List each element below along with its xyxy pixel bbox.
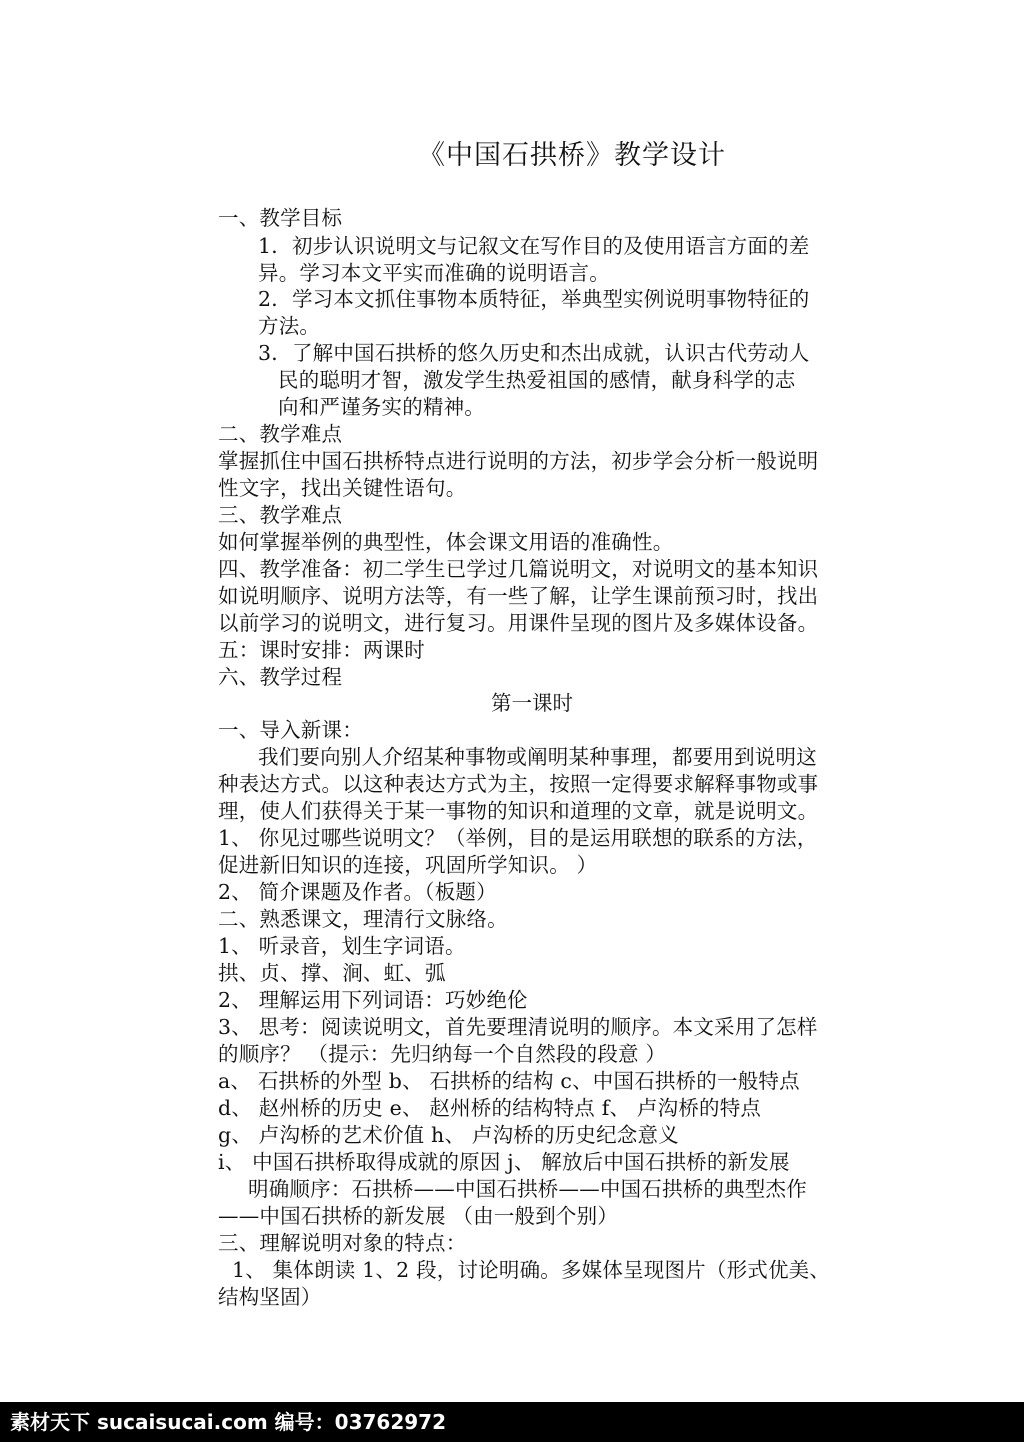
text-line: 性文字，找出关键性语句。 bbox=[218, 476, 467, 500]
section-heading: 二、熟悉课文，理清行文脉络。 bbox=[218, 907, 508, 931]
document-title: 《中国石拱桥》教学设计 bbox=[418, 140, 726, 171]
text-line: 1、 听录音，划生字词语。 bbox=[218, 934, 466, 958]
lesson-heading: 第一课时 bbox=[491, 691, 573, 715]
text-line: g、 卢沟桥的艺术价值 h、 卢沟桥的历史纪念意义 bbox=[218, 1123, 679, 1147]
text-line: 掌握抓住中国石拱桥特点进行说明的方法，初步学会分析一般说明 bbox=[218, 449, 819, 473]
text-line: 我们要向别人介绍某种事物或阐明某种事理，都要用到说明这 bbox=[258, 745, 817, 769]
text-line: ——中国石拱桥的新发展 （由一般到个别） bbox=[218, 1204, 619, 1228]
text-line: 结构坚固） bbox=[218, 1285, 322, 1309]
section-heading: 一、导入新课： bbox=[218, 718, 363, 742]
text-line: 1、 集体朗读 1、2 段，讨论明确。多媒体呈现图片（形式优美、 bbox=[232, 1258, 831, 1282]
text-line: 异。学习本文平实而准确的说明语言。 bbox=[258, 261, 610, 285]
text-line: a、 石拱桥的外型 b、 石拱桥的结构 c、中国石拱桥的一般特点 bbox=[218, 1069, 800, 1093]
text-line: 理，使人们获得关于某一事物的知识和道理的文章，就是说明文。 bbox=[218, 799, 819, 823]
text-line: 如何掌握举例的典型性，体会课文用语的准确性。 bbox=[218, 530, 674, 554]
text-line: 2．学习本文抓住事物本质特征，举典型实例说明事物特征的 bbox=[258, 287, 810, 311]
section-heading: 二、教学难点 bbox=[218, 422, 343, 446]
text-line: 3．了解中国石拱桥的悠久历史和杰出成就，认识古代劳动人 bbox=[258, 341, 810, 365]
watermark-banner: 素材天下 sucaisucai.com 编号：03762972 bbox=[0, 1402, 1024, 1442]
section-heading: 六、教学过程 bbox=[218, 665, 343, 689]
text-line: 以前学习的说明文，进行复习。用课件呈现的图片及多媒体设备。 bbox=[218, 611, 819, 635]
section-heading: 三、理解说明对象的特点： bbox=[218, 1231, 467, 1255]
section-heading: 三、教学难点 bbox=[218, 503, 343, 527]
text-line: 四、教学准备：初二学生已学过几篇说明文，对说明文的基本知识 bbox=[218, 557, 819, 581]
text-line: 方法。 bbox=[258, 314, 321, 338]
text-line: 民的聪明才智，激发学生热爱祖国的感情，献身科学的志 bbox=[278, 368, 796, 392]
text-line: 明确顺序：石拱桥——中国石拱桥——中国石拱桥的典型杰作 bbox=[248, 1177, 807, 1201]
section-heading: 一、教学目标 bbox=[218, 206, 343, 230]
text-line: i、 中国石拱桥取得成就的原因 j、 解放后中国石拱桥的新发展 bbox=[218, 1150, 790, 1174]
text-line: 五：课时安排：两课时 bbox=[218, 638, 425, 662]
text-line: 拱、贞、撑、涧、虹、弧 bbox=[218, 961, 446, 985]
text-line: 促进新旧知识的连接，巩固所学知识。 ） bbox=[218, 853, 598, 877]
text-line: 2、 理解运用下列词语：巧妙绝伦 bbox=[218, 988, 528, 1012]
text-line: 3、 思考：阅读说明文，首先要理清说明的顺序。本文采用了怎样 bbox=[218, 1015, 818, 1039]
text-line: 1、 你见过哪些说明文？（举例，目的是运用联想的联系的方法， bbox=[218, 826, 818, 850]
text-line: 种表达方式。以这种表达方式为主，按照一定得要求解释事物或事 bbox=[218, 772, 819, 796]
text-line: 的顺序？ （提示：先归纳每一个自然段的段意 ） bbox=[218, 1042, 667, 1066]
text-line: 2、 简介课题及作者。（板题） bbox=[218, 880, 497, 904]
text-line: 如说明顺序、说明方法等，有一些了解，让学生课前预习时，找出 bbox=[218, 584, 819, 608]
text-line: 1．初步认识说明文与记叙文在写作目的及使用语言方面的差 bbox=[258, 234, 810, 258]
text-line: 向和严谨务实的精神。 bbox=[278, 395, 485, 419]
text-line: d、 赵州桥的历史 e、 赵州桥的结构特点 f、 卢沟桥的特点 bbox=[218, 1096, 762, 1120]
